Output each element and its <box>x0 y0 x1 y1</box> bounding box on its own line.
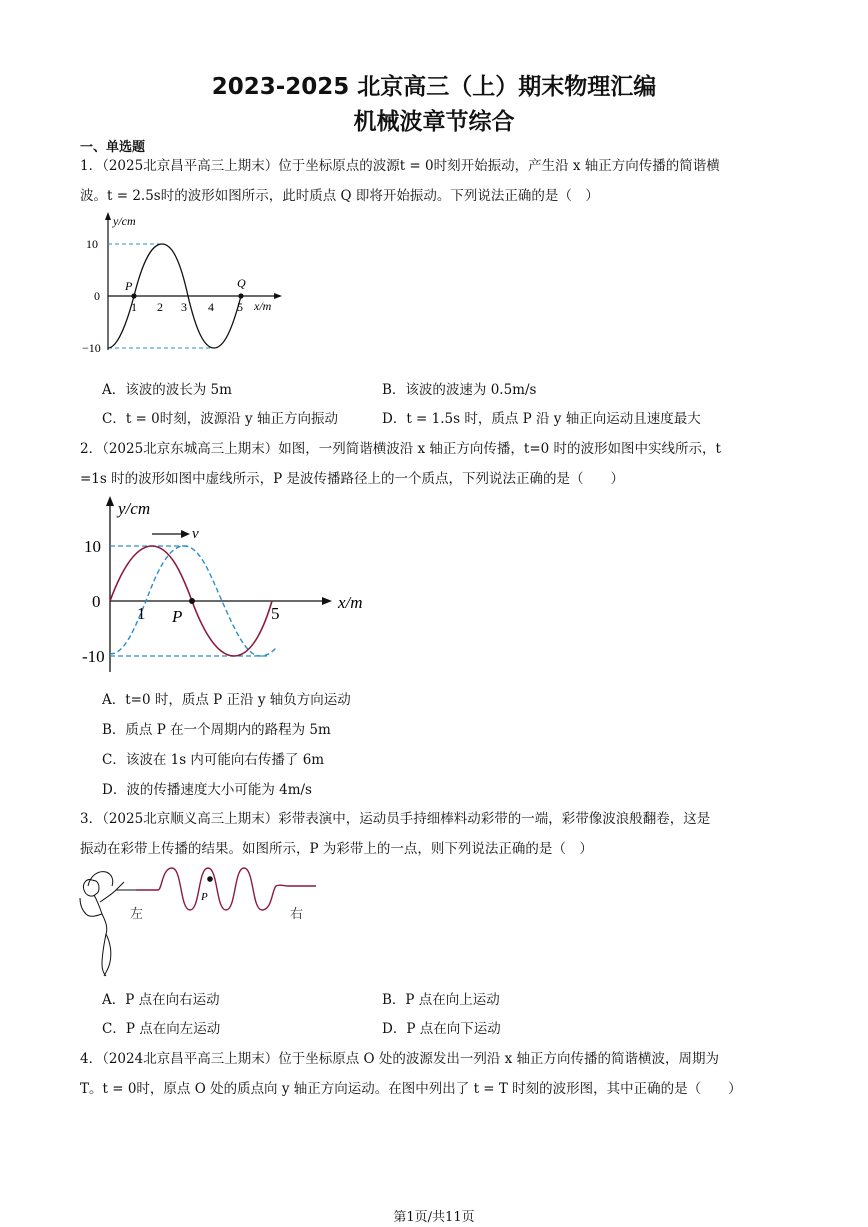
q2-x-arrow-icon <box>322 597 332 605</box>
section-heading: 一、单选题 <box>80 140 146 155</box>
page-title: 2023-2025 北京高三（上）期末物理汇编 <box>211 74 657 100</box>
dancer-illustration <box>80 872 124 976</box>
q1-option-c[interactable]: C．t = 0时刻，波源沿 y 轴正方向振动 <box>102 411 338 427</box>
page-subtitle: 机械波章节综合 <box>353 109 515 135</box>
q2-velocity-arrow-icon <box>181 530 190 538</box>
q4-stem-line2: T。t = 0时，原点 O 处的质点向 y 轴正方向运动。在图中列出了 t = T 时刻的波形图，其中正确的是（ ） <box>80 1081 742 1097</box>
q2-ytick-10: 10 <box>84 537 101 556</box>
q1-xtick-2: 2 <box>157 300 163 314</box>
q1-stem-line2: 波。t = 2.5s时的波形如图所示，此时质点 Q 即将开始振动。下列说法正确的是（ ） <box>80 188 599 204</box>
q2-option-a[interactable]: A．t=0 时，质点 P 正沿 y 轴负方向运动 <box>102 692 351 708</box>
q2-y-arrow-icon <box>106 496 114 506</box>
q2-velocity-label: v <box>192 526 199 542</box>
q1-ytick-neg10: −10 <box>82 341 101 355</box>
q2-x-label: x/m <box>338 593 363 612</box>
q2-ytick-neg10: -10 <box>82 647 105 666</box>
q3-option-d[interactable]: D．P 点在向下运动 <box>382 1021 501 1037</box>
q3-option-c[interactable]: C．P 点在向左运动 <box>102 1021 221 1037</box>
q3-stem-line1: 3．（2025北京顺义高三上期末）彩带表演中，运动员手持细棒料动彩带的一端，彩带像波浪般翻卷，这是 <box>80 811 711 827</box>
q2-option-c[interactable]: C．该波在 1s 内可能向右传播了 6m <box>102 752 325 768</box>
q1-xtick-3: 3 <box>181 300 187 314</box>
q2-label-p: P <box>172 607 183 626</box>
q1-y-arrow-icon <box>105 212 111 220</box>
q2-wave-figure <box>80 494 380 676</box>
q3-option-a[interactable]: A．P 点在向右运动 <box>102 992 220 1008</box>
q1-option-d[interactable]: D．t = 1.5s 时，质点 P 沿 y 轴正向运动且速度最大 <box>382 411 701 427</box>
q1-option-a[interactable]: A．该波的波长为 5m <box>102 382 232 398</box>
q2-xtick-5: 5 <box>271 604 280 623</box>
q3-stem-line2: 振动在彩带上传播的结果。如图所示，P 为彩带上的一点，则下列说法正确的是（ ） <box>80 841 593 857</box>
q1-x-arrow-icon <box>274 293 282 299</box>
q3-option-b[interactable]: B．P 点在向上运动 <box>382 992 500 1008</box>
q2-stem-line1: 2．（2025北京东城高三上期末）如图，一列简谐横波沿 x 轴正方向传播，t=0 时的波形如图中实线所示，t <box>80 441 721 457</box>
q1-label-q: Q <box>237 276 246 290</box>
page-footer: 第1页/共11页 <box>393 1210 475 1225</box>
q1-y-label: y/cm <box>113 214 136 228</box>
q2-option-d[interactable]: D．波的传播速度大小可能为 4m/s <box>102 782 312 798</box>
q1-ytick-0: 0 <box>94 289 100 303</box>
q2-option-b[interactable]: B．质点 P 在一个周期内的路程为 5m <box>102 722 331 738</box>
q2-stem-line2: =1s 时的波形如图中虚线所示，P 是波传播路径上的一个质点，下列说法正确的是（ ） <box>80 471 624 487</box>
q3-point-p <box>207 876 213 882</box>
q2-ytick-0: 0 <box>92 592 101 611</box>
q1-point-p <box>131 293 136 298</box>
q2-point-p <box>189 598 195 604</box>
q4-stem-line1: 4．（2024北京昌平高三上期末）位于坐标原点 O 处的波源发出一列沿 x 轴正方向传播的简谐横波，周期为 <box>80 1051 720 1067</box>
ribbon-wave <box>136 868 316 910</box>
q3-label-p: P <box>201 891 208 903</box>
q3-ribbon-figure <box>76 862 326 980</box>
q2-y-label: y/cm <box>118 499 151 518</box>
q1-xtick-4: 4 <box>208 300 214 314</box>
q3-left-label: 左 <box>130 906 144 921</box>
q1-xtick-5: 5 <box>237 300 243 314</box>
q2-xtick-1: 1 <box>137 604 146 623</box>
q1-label-p: P <box>125 279 133 293</box>
q1-stem-line1: 1．（2025北京昌平高三上期末）位于坐标原点的波源t = 0时刻开始振动，产生沿 x 轴正方向传播的简谐横 <box>80 158 720 174</box>
q1-ytick-10: 10 <box>86 237 98 251</box>
q1-wave-figure <box>80 210 290 360</box>
q1-x-label: x/m <box>254 299 272 313</box>
q1-point-q <box>238 293 243 298</box>
q1-option-b[interactable]: B．该波的波速为 0.5m/s <box>382 382 537 398</box>
q1-xtick-1: 1 <box>131 300 137 314</box>
q3-right-label: 右 <box>290 906 304 921</box>
